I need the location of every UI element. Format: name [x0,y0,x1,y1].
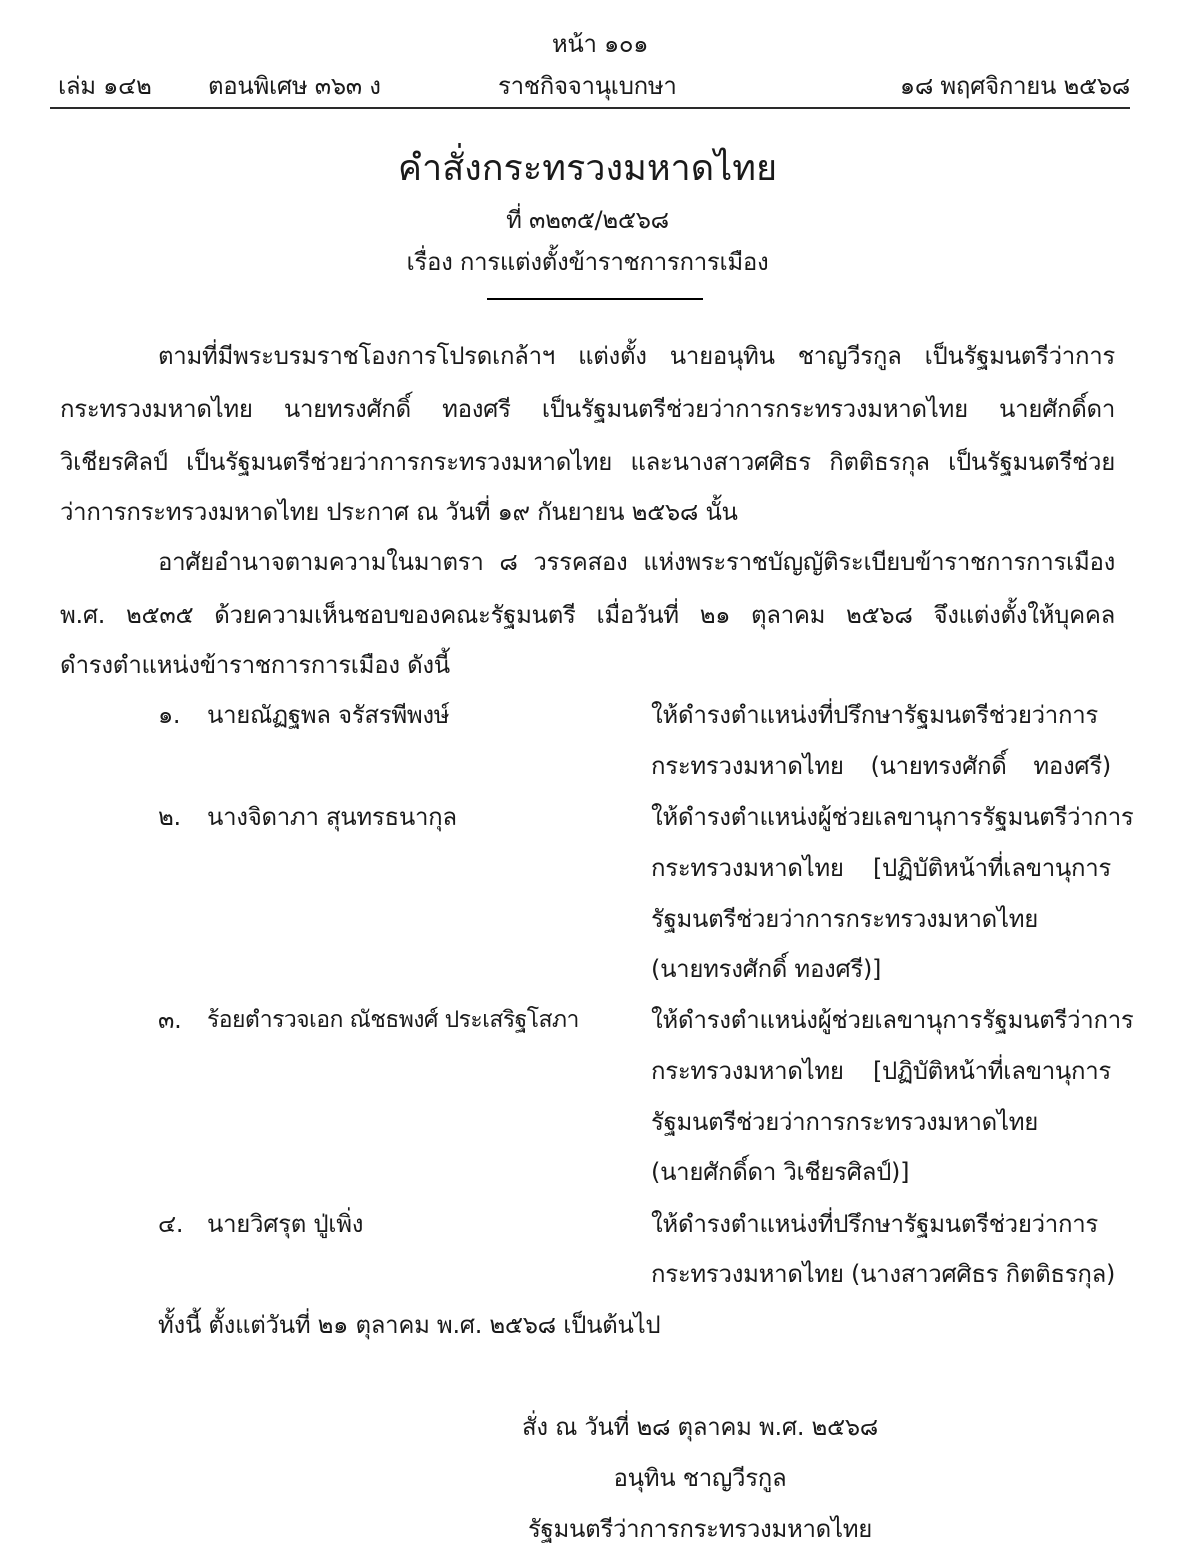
volume-label: เล่ม ๑๔๒ [58,72,152,100]
paragraph-1-line-2: กระทรวงมหาดไทย นายทรงศักดิ์ ทองศรี เป็นรัฐมนตรีช่วยว่าการกระทรวงมหาดไทย นายศักดิ์ดา [60,395,1115,423]
title-divider [487,298,703,300]
appointment-2-name: นางจิดาภา สุนทรธนากุล [207,803,457,831]
appointment-3-position-line-1: ให้ดำรงตำแหน่งผู้ช่วยเลขานุการรัฐมนตรีว่าการ [651,1006,1134,1034]
appointment-3-position-line-2: กระทรวงมหาดไทย [ปฏิบัติหน้าที่เลขานุการ [651,1057,1111,1085]
order-number: ที่ ๓๒๓๕/๒๕๖๘ [506,206,669,234]
appointment-3-name: ร้อยตำรวจเอก ณัชธพงศ์ ประเสริฐโสภา [207,1007,579,1033]
paragraph-2-line-2: พ.ศ. ๒๕๓๕ ด้วยความเห็นชอบของคณะรัฐมนตรี เมื่อวันที่ ๒๑ ตุลาคม ๒๕๖๘ จึงแต่งตั้งให้บุคคล [60,601,1115,629]
section-label: ตอนพิเศษ ๓๖๓ ง [208,72,381,100]
appointment-2-position-line-2: กระทรวงมหาดไทย [ปฏิบัติหน้าที่เลขานุการ [651,854,1111,882]
appointment-4-number: ๔. [158,1210,184,1238]
appointment-4-position-line-1: ให้ดำรงตำแหน่งที่ปรึกษารัฐมนตรีช่วยว่าการ [651,1210,1098,1238]
gazette-name: ราชกิจจานุเบกษา [498,72,677,100]
appointment-1-number: ๑. [158,701,181,729]
paragraph-2-line-1: อาศัยอำนาจตามความในมาตรา ๘ วรรคสอง แห่งพระราชบัญญัติระเบียบข้าราชการการเมือง [158,548,1115,576]
appointment-2-position-line-4: (นายทรงศักดิ์ ทองศรี)] [651,955,882,983]
ordered-date: สั่ง ณ วันที่ ๒๘ ตุลาคม พ.ศ. ๒๕๖๘ [521,1413,879,1441]
appointment-4-name: นายวิศรุต ปู่เพิ่ง [207,1210,364,1238]
appointment-2-position-line-1: ให้ดำรงตำแหน่งผู้ช่วยเลขานุการรัฐมนตรีว่าการ [651,803,1134,831]
appointment-3-position-line-3: รัฐมนตรีช่วยว่าการกระทรวงมหาดไทย [651,1108,1038,1136]
appointment-1-position-line-1: ให้ดำรงตำแหน่งที่ปรึกษารัฐมนตรีช่วยว่าการ [651,701,1098,729]
header-divider [50,107,1130,109]
appointment-3-position-line-4: (นายศักดิ์ดา วิเชียรศิลป์)] [651,1158,910,1186]
signer-title: รัฐมนตรีว่าการกระทรวงมหาดไทย [527,1515,873,1543]
document-title: คำสั่งกระทรวงมหาดไทย [397,148,778,189]
appointment-3-number: ๓. [158,1006,182,1034]
appointment-4-position-line-2: กระทรวงมหาดไทย (นางสาวศศิธร กิตติธรกุล) [651,1260,1116,1288]
paragraph-2-line-3: ดำรงตำแหน่งข้าราชการการเมือง ดังนี้ [60,651,450,679]
signer-name: อนุทิน ชาญวีรกูล [613,1464,787,1492]
paragraph-1-line-1: ตามที่มีพระบรมราชโองการโปรดเกล้าฯ แต่งตั้ง นายอนุทิน ชาญวีรกูล เป็นรัฐมนตรีว่าการ [158,342,1115,370]
paragraph-1-line-3: วิเชียรศิลป์ เป็นรัฐมนตรีช่วยว่าการกระทรวงมหาดไทย และนางสาวศศิธร กิตติธรกุล เป็นรัฐมนตรีช่วย [60,448,1115,476]
effective-date: ทั้งนี้ ตั้งแต่วันที่ ๒๑ ตุลาคม พ.ศ. ๒๕๖๘ เป็นต้นไป [158,1311,661,1339]
page-number: หน้า ๑๐๑ [551,30,649,58]
paragraph-1-line-4: ว่าการกระทรวงมหาดไทย ประกาศ ณ วันที่ ๑๙ กันยายน ๒๕๖๘ นั้น [60,498,738,526]
appointment-2-number: ๒. [158,803,181,831]
appointment-2-position-line-3: รัฐมนตรีช่วยว่าการกระทรวงมหาดไทย [651,905,1038,933]
appointment-1-name: นายณัฏฐพล จรัสรพีพงษ์ [207,701,450,729]
document-subject: เรื่อง การแต่งตั้งข้าราชการการเมือง [406,248,769,276]
publication-date: ๑๘ พฤศจิกายน ๒๕๖๘ [899,72,1130,100]
appointment-1-position-line-2: กระทรวงมหาดไทย (นายทรงศักดิ์ ทองศรี) [651,752,1111,780]
